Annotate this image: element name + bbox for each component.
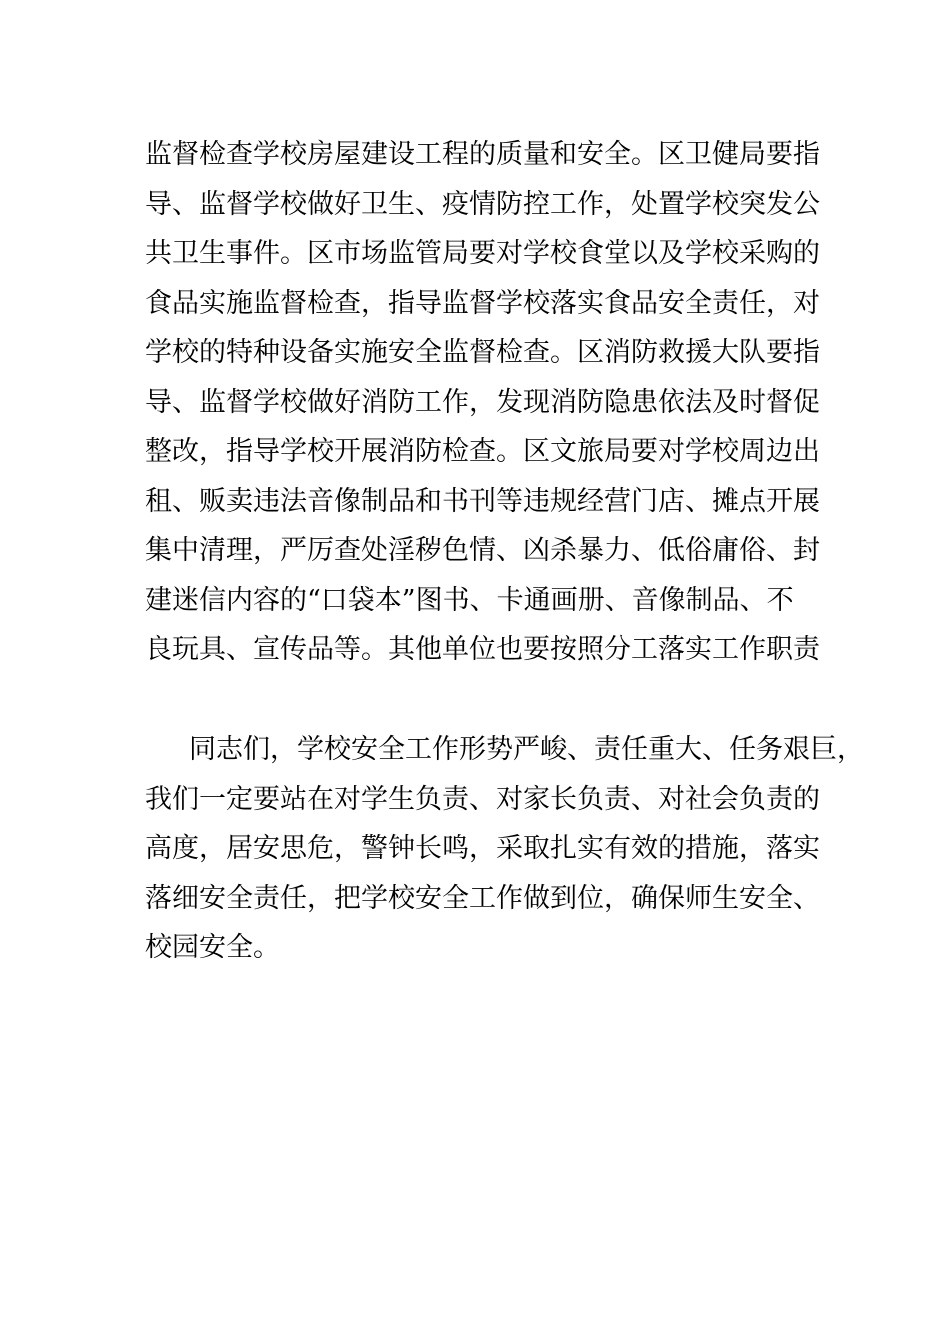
paragraph-line: 良玩具、宣传品等。其他单位也要按照分工落实工作职责 (145, 634, 820, 665)
paragraph-line: 共卫生事件。区市场监管局要对学校食堂以及学校采购的 (145, 238, 820, 269)
paragraph-line: 我们一定要站在对学生负责、对家长负责、对社会负责的 (145, 783, 820, 815)
paragraph-line: 整改，指导学校开展消防检查。区文旅局要对学校周边出 (145, 436, 820, 467)
paragraph-line: 租、贩卖违法音像制品和书刊等违规经营门店、摊点开展 (145, 485, 820, 517)
paragraph-line: 落细安全责任，把学校安全工作做到位，确保师生安全、 (145, 882, 820, 914)
paragraph-line: 校园安全。 (145, 932, 280, 963)
paragraph-line: 导、监督学校做好卫生、疫情防控工作，处置学校突发公 (145, 188, 820, 220)
paragraph-line: 建迷信内容的“口袋本”图书、卡通画册、音像制品、不 (145, 584, 794, 616)
paragraph-responsibilities (145, 130, 825, 675)
paragraph-line: 学校的特种设备实施安全监督检查。区消防救援大队要指 (145, 337, 820, 368)
paragraph-line: 导、监督学校做好消防工作，发现消防隐患依法及时督促 (145, 386, 820, 418)
paragraph-line: 监督检查学校房屋建设工程的质量和安全。区卫健局要指 (145, 139, 820, 170)
paragraph-closing (145, 725, 864, 973)
paragraph-line: 高度，居安思危，警钟长鸣，采取扎实有效的措施，落实 (145, 833, 820, 864)
paragraph-line: 集中清理，严厉查处淫秽色情、凶杀暴力、低俗庸俗、封 (145, 535, 820, 566)
paragraph-line: 食品实施监督检查，指导监督学校落实食品安全责任，对 (145, 287, 820, 319)
paragraph-line: 同志们，学校安全工作形势严峻、责任重大、任务艰巨， (189, 734, 864, 765)
